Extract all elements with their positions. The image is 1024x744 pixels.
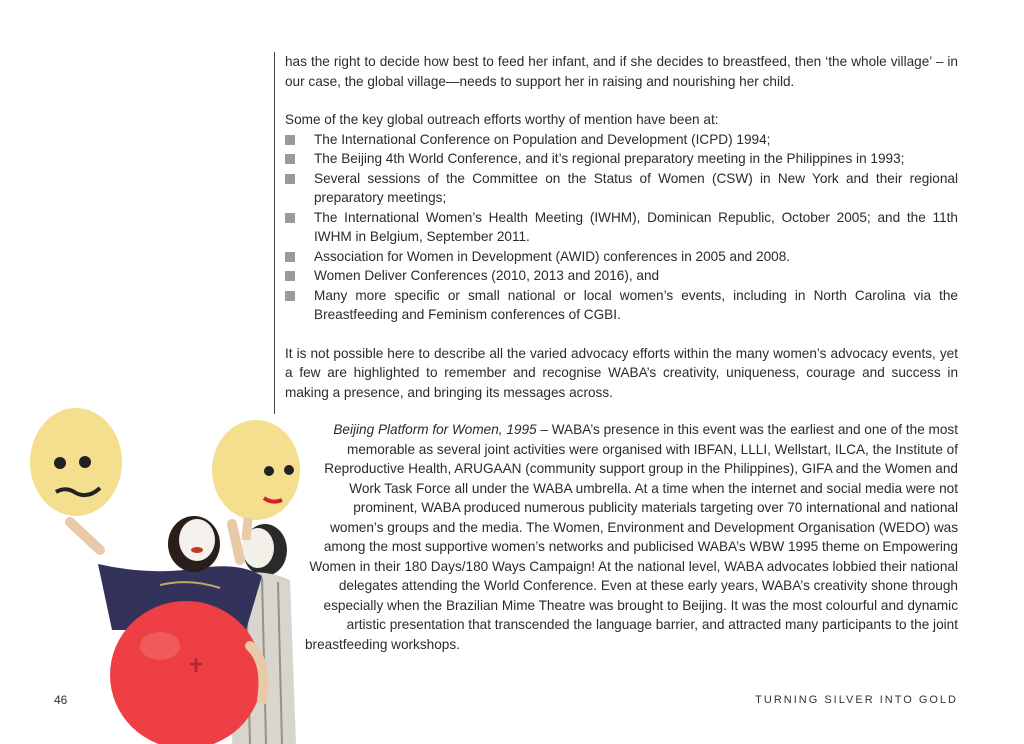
paragraph-line: breastfeeding workshops. (305, 636, 460, 652)
running-footer-title: TURNING SILVER INTO GOLD (755, 694, 958, 706)
square-bullet-icon (285, 174, 295, 184)
page-number: 46 (54, 693, 68, 707)
outreach-list (285, 130, 958, 325)
outreach-lead: Some of the key global outreach efforts worthy of mention have been at: (285, 112, 719, 127)
square-bullet-icon (285, 154, 295, 164)
list-item: The International Conference on Population and Development (ICPD) 1994; (285, 130, 958, 150)
list-item: The Beijing 4th World Conference, and it’s regional preparatory meeting in the Philippines in 1993; (285, 149, 958, 169)
paragraph-line: prominent, WABA produced numerous publicity materials targeting over 70 international and national (353, 500, 958, 515)
square-bullet-icon (285, 213, 295, 223)
paragraph-line: women’s groups and the media. The Women, Environment and Development Organisation (WEDO) was (330, 519, 958, 535)
paragraph-line: memorable as several joint activities were organised with IBFAN, LLLI, Wellstart, ILCA, the Institute of (347, 441, 958, 457)
paragraph-line: Beijing Platform for Women, 1995 – WABA’s presence in this event was the earliest and one of the most (333, 422, 958, 437)
square-bullet-icon (285, 271, 295, 281)
paragraph-line: especially when the Brazilian Mime Theatre was brought to Beijing. It was the most colourful and dynamic (323, 597, 958, 613)
list-item: Women Deliver Conferences (2010, 2013 and 2016), and (285, 266, 958, 286)
list-item: Many more specific or small national or local women’s events, including in North Carolina via the Breastfeeding and Feminism conferences of CGBI. (285, 286, 958, 325)
square-bullet-icon (285, 135, 295, 145)
paragraph-line: delegates attending the World Conference. Even at these early years, WABA’s creativity shone through (338, 578, 958, 593)
beijing-title: Beijing Platform for Women, 1995 (333, 422, 537, 437)
square-bullet-icon (285, 291, 295, 301)
paragraph-line: among the most supportive women’s networks and publicised WABA’s WBW 1995 theme on Empowering (323, 539, 958, 554)
vertical-rule (274, 52, 275, 414)
paragraph-line: Work Task Force all under the WABA umbrella. At a time when the internet and social media were not (349, 480, 958, 496)
list-item: The International Women’s Health Meeting (IWHM), Dominican Republic, October 2005; and the 11th IWHM in Belgium, September 2011. (285, 208, 958, 247)
beijing-paragraph (0, 420, 958, 654)
upper-text-block (285, 52, 958, 402)
paragraph-line: Reproductive Health, ARUGAAN (community support group in the Philippines), GIFA and the Women and (324, 461, 958, 476)
list-item: Association for Women in Development (AWID) conferences in 2005 and 2008. (285, 247, 958, 267)
paragraph-line: artistic presentation that transcended the language barrier, and attracted many participants to the joint (346, 617, 958, 632)
list-item: Several sessions of the Committee on the Status of Women (CSW) in New York and their regional preparatory meetings; (285, 169, 958, 208)
intro-paragraph: has the right to decide how best to feed her infant, and if she decides to breastfeed, then ‘the whole village’ – in our case, the global village—needs to support her in raising and nourishing her child. (285, 54, 958, 89)
paragraph-line: Women in their 180 Days/180 Ways Campaign! At the national level, WABA advocates lobbied their national (309, 558, 958, 574)
square-bullet-icon (285, 252, 295, 262)
advocacy-paragraph: It is not possible here to describe all the varied advocacy efforts within the many women’s advocacy events, yet a few are highlighted to remember and recognise WABA’s creativity, uniqueness, courage and success in making a presence, and bringing its messages across. (285, 345, 958, 400)
